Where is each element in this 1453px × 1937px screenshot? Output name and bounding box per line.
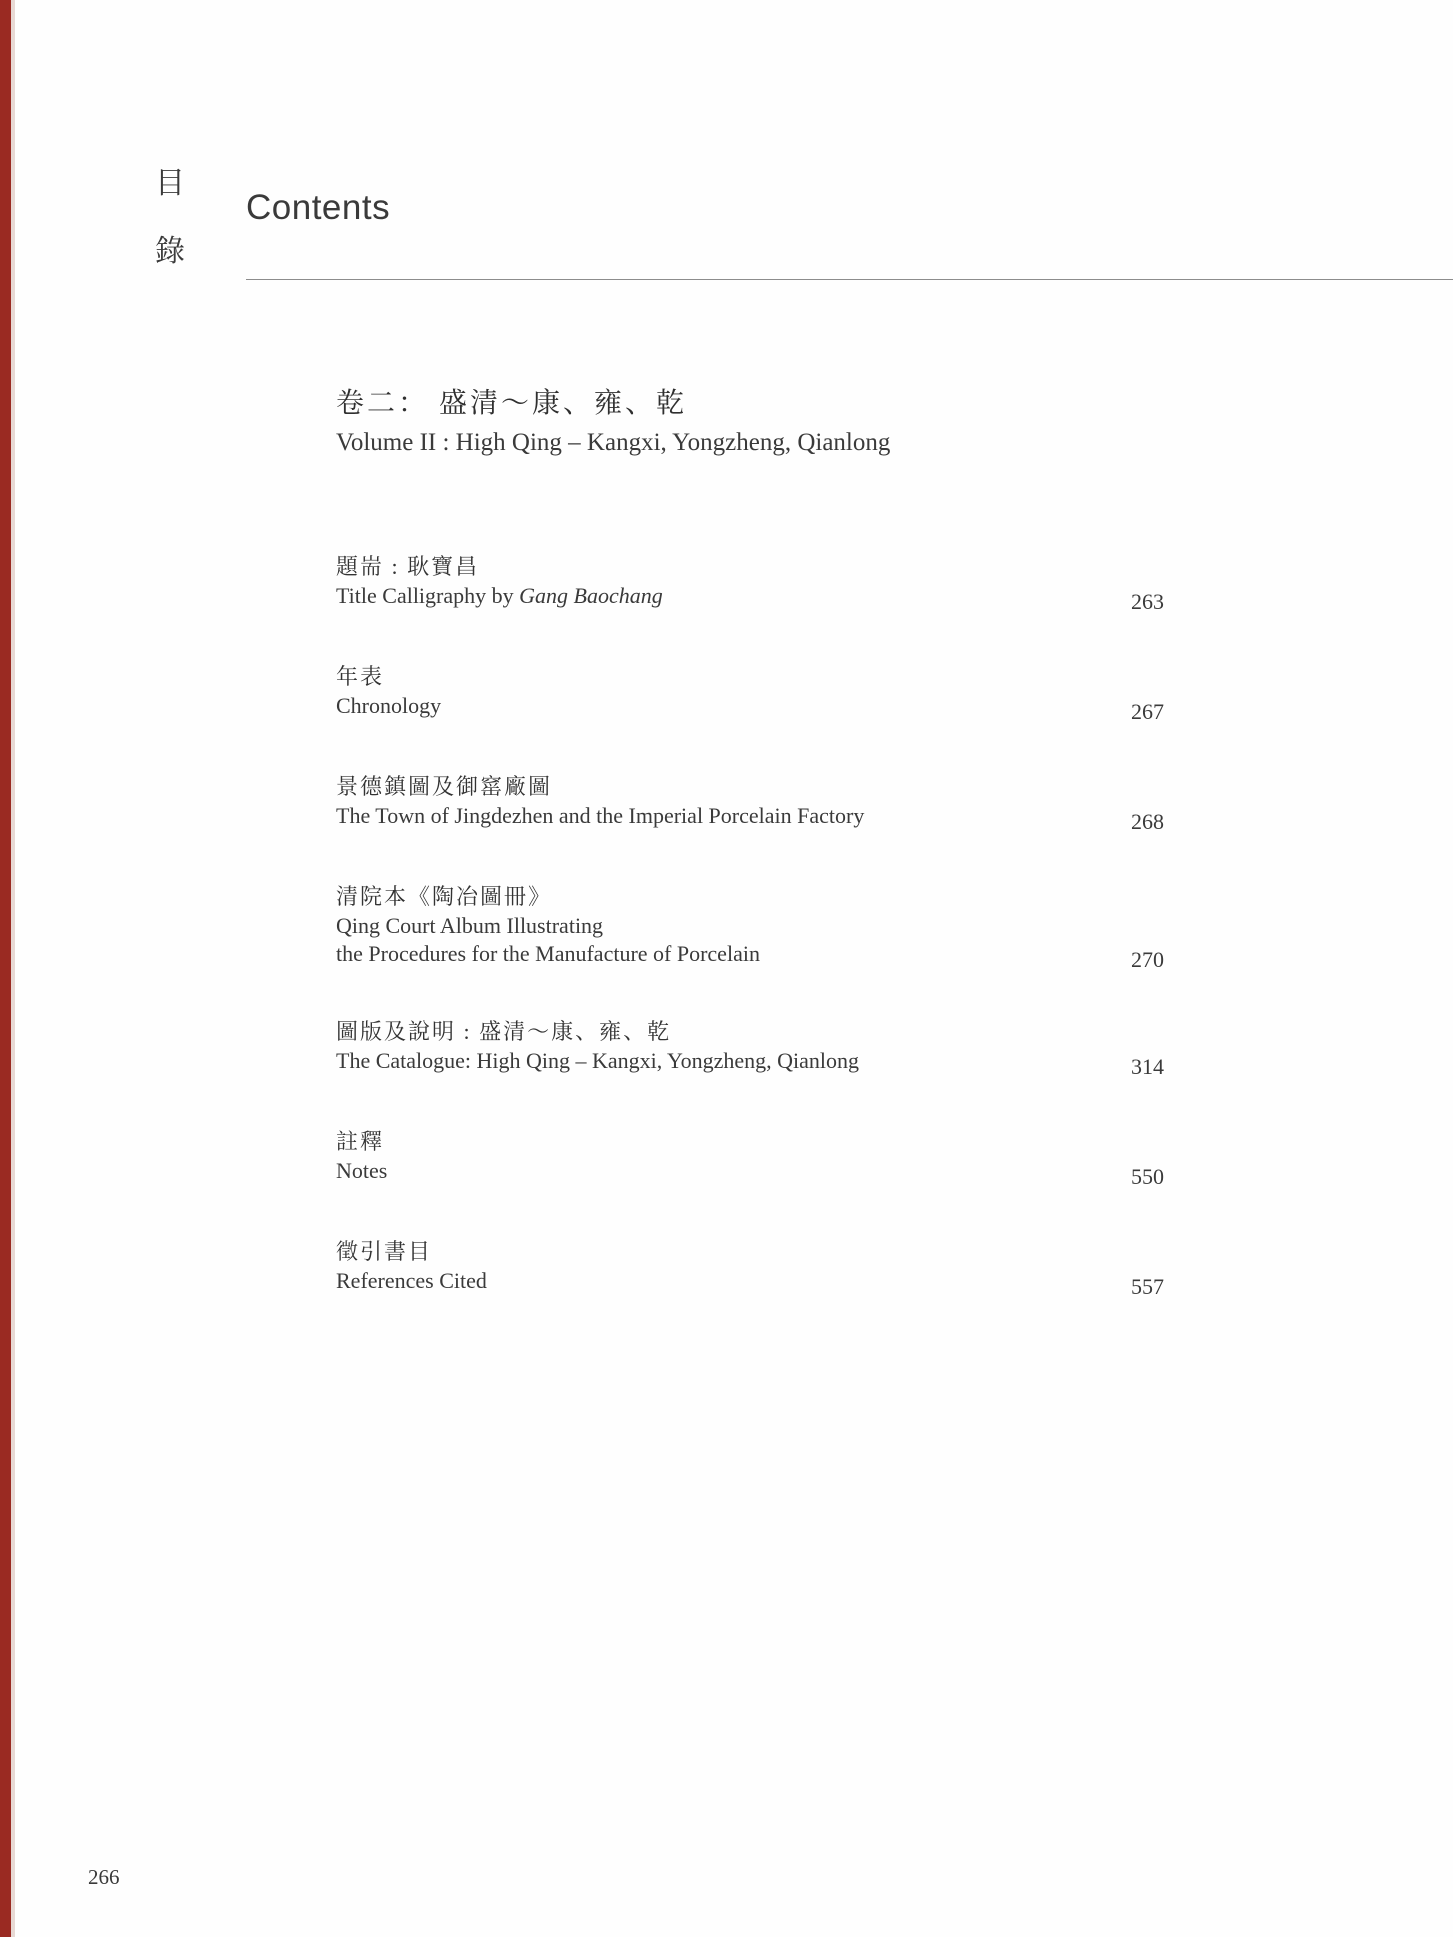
toc-entry-page-number: 270	[1131, 947, 1164, 972]
page-title: Contents	[246, 188, 391, 227]
toc-entry-title-en: Chronology	[336, 693, 442, 718]
side-title-char-2: 錄	[155, 235, 185, 268]
volume-title-cn: 卷二： 盛清～康、雍、乾	[336, 388, 688, 419]
toc-entry-title-en: Notes	[336, 1158, 388, 1183]
toc-entry-qing-court-album[interactable]	[336, 882, 1164, 1017]
toc-entry-title-cn: 景德鎮圖及御窰廠圖	[336, 774, 553, 799]
page-number: 266	[88, 1865, 120, 1889]
toc-entry-title-cn: 註釋	[336, 1129, 385, 1154]
toc-entry-title-en-text: Title Calligraphy by	[336, 583, 520, 608]
toc-entry-page-number: 267	[1131, 699, 1164, 724]
toc-entry-title-cn: 清院本《陶冶圖冊》	[336, 884, 553, 909]
toc-entry-title-en-italic: Gang Baochang	[519, 583, 663, 608]
toc-entry-title-cn: 題耑 : 耿寶昌	[336, 554, 480, 579]
toc-entry-jingdezhen[interactable]	[336, 772, 1164, 882]
toc-entry-title-en: The Town of Jingdezhen and the Imperial Porcelain Factory	[336, 803, 865, 828]
toc-entry-notes[interactable]	[336, 1127, 1164, 1237]
toc-entry-catalogue[interactable]	[336, 1017, 1164, 1127]
book-spine-edge	[0, 0, 11, 1937]
toc-entry-page-number: 263	[1131, 589, 1164, 614]
toc-entry-references-cited[interactable]	[336, 1237, 1164, 1347]
book-spine-shadow	[11, 0, 15, 1937]
toc-entry-page-number: 550	[1131, 1164, 1164, 1189]
toc-entry-title-cn: 徵引書目	[336, 1239, 433, 1264]
toc-entry-page-number: 268	[1131, 809, 1164, 834]
toc-entry-title-en: The Catalogue: High Qing – Kangxi, Yongzheng, Qianlong	[336, 1048, 860, 1073]
toc-entry-title-en: References Cited	[336, 1268, 487, 1293]
side-title-cn	[152, 150, 188, 286]
title-divider	[246, 279, 1453, 280]
toc-entry-title-cn: 年表	[336, 664, 385, 689]
toc-entry-title-en	[336, 582, 1164, 610]
side-title-char-1: 目	[155, 167, 185, 200]
table-of-contents	[336, 552, 1164, 1347]
toc-entry-title-calligraphy[interactable]	[336, 552, 1164, 662]
toc-entry-title-en-line-1: Qing Court Album Illustrating	[336, 913, 604, 938]
toc-entry-title-cn: 圖版及說明 : 盛清～康、雍、乾	[336, 1019, 672, 1044]
volume-heading	[336, 384, 890, 462]
volume-title-en: Volume II : High Qing – Kangxi, Yongzheng, Qianlong	[336, 429, 891, 456]
toc-entry-chronology[interactable]	[336, 662, 1164, 772]
toc-entry-page-number: 314	[1131, 1054, 1164, 1079]
toc-entry-title-en-line-2: the Procedures for the Manufacture of Porcelain	[336, 941, 760, 966]
toc-entry-page-number: 557	[1131, 1274, 1164, 1299]
